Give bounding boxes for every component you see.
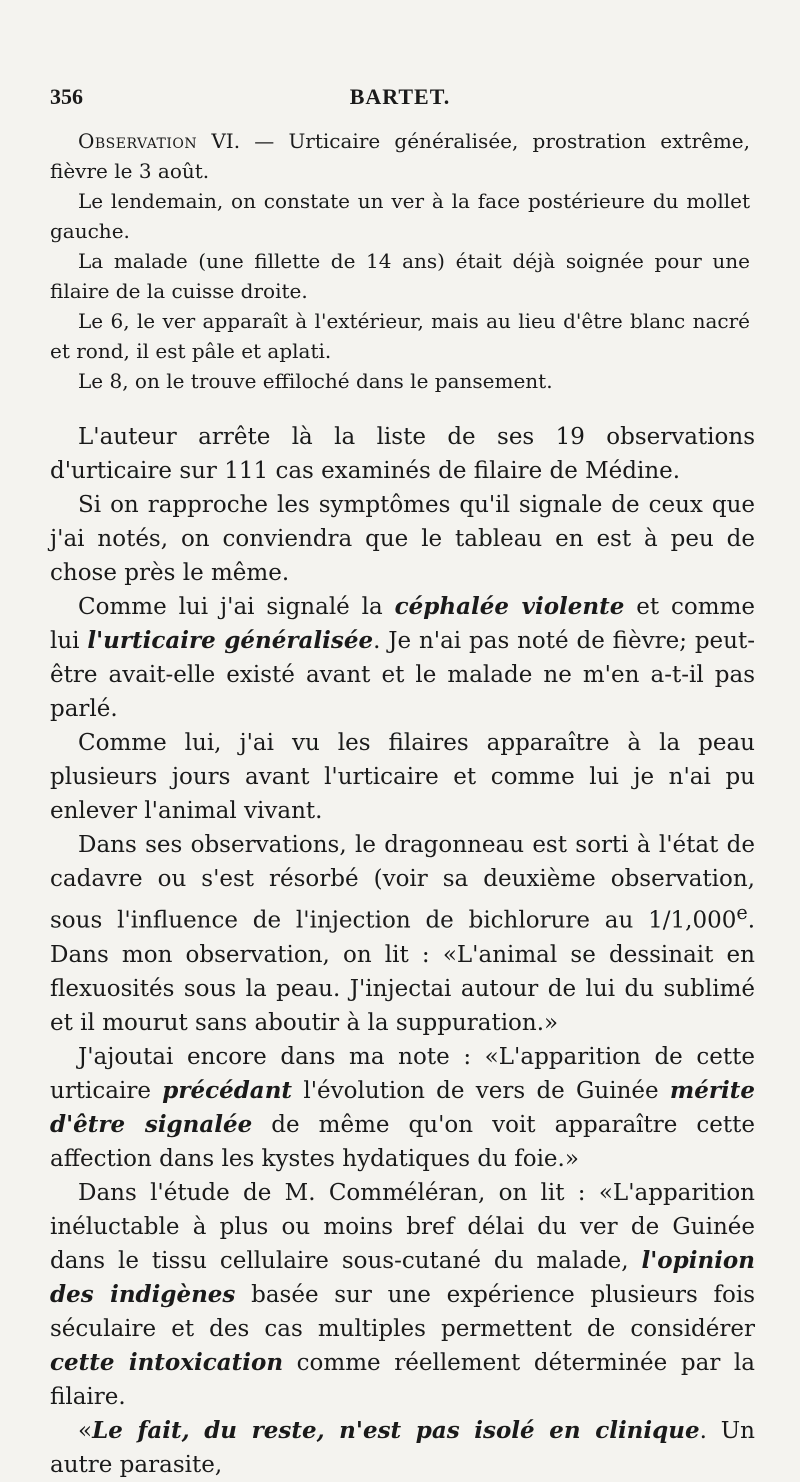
observation-paragraph: La malade (une fillette de 14 ans) était déjà soignée pour une filaire de la cuisse droite. (50, 249, 750, 303)
observation-number: VI. (211, 129, 241, 153)
body-paragraph: Si on rapproche les symptômes qu'il signale de ceux que j'ai notés, on conviendra que le tableau en est à peu de chose près le même. (50, 492, 755, 586)
observation-paragraph: Observation VI. — Urticaire généralisée, prostration extrême, fièvre le 3 août. (50, 129, 750, 183)
body-paragraph: «Le fait, du reste, n'est pas isolé en clinique. Un autre parasite, (50, 1416, 755, 1478)
observation-paragraph: Le lendemain, on constate un ver à la face postérieure du mollet gauche. (50, 189, 750, 243)
main-text (50, 420, 755, 1482)
observation-label: Observation (78, 129, 198, 153)
emphasis: cette intoxication (50, 1348, 284, 1376)
body-paragraph: L'auteur arrête là la liste de ses 19 observations d'urticaire sur 111 cas examinés de filaire de Médine. (50, 424, 755, 484)
running-title: BARTET. (349, 84, 451, 109)
emphasis: céphalée violente (394, 593, 625, 620)
running-head (50, 84, 750, 114)
emphasis: l'urticaire généralisée (87, 627, 374, 654)
page-number: 356 (50, 84, 83, 109)
body-paragraph: J'ajoutai encore dans ma note : «L'apparition de cette urticaire précédant l'évolution de vers de Guinée mérite d'être signalée de même qu'on voit apparaître cette affection dans les kystes hydatiques du foie.» (50, 1043, 756, 1172)
body-paragraph: Comme lui, j'ai vu les filaires apparaître à la peau plusieurs jours avant l'urticaire et comme lui je n'ai pu enlever l'animal vivant. (50, 730, 755, 824)
emphasis: Le fait, du reste, n'est pas isolé en clinique (92, 1416, 700, 1444)
body-paragraph: Dans ses observations, le dragonneau est sorti à l'état de cadavre ou s'est résorbé (voir sa deuxième observation, sous l'influence de l'injection de bichlorure au 1/1,000e. Dans mon observation, on lit : «L'animal se dessinait en flexuosités sous la peau. J'injectai autour de lui du sublimé et il mourut sans aboutir à la suppuration.» (50, 832, 755, 1036)
emphasis: précédant (162, 1076, 293, 1104)
observation-dash: — (254, 129, 275, 153)
observation-paragraph: Le 6, le ver apparaît à l'extérieur, mais au lieu d'être blanc nacré et rond, il est pâle et aplati. (50, 309, 750, 363)
observation-block (50, 126, 750, 396)
observation-paragraph: Le 8, on le trouve effiloché dans le pansement. (78, 369, 553, 393)
body-paragraph: Comme lui j'ai signalé la céphalée violente et comme lui l'urticaire généralisée. Je n'ai pas noté de fièvre; peut-être avait-elle existé avant et le malade ne m'en a-t-il pas parlé. (50, 593, 755, 722)
emphasis: l'opinion des indigènes (50, 1246, 755, 1308)
emphasis: mérite d'être signalée (50, 1076, 756, 1138)
body-paragraph: Dans l'étude de M. Comméléran, on lit : «L'apparition inéluctable à plus ou moins bref délai du ver de Guinée dans le tissu cellulaire sous-cutané du malade, l'opinion des indigènes basée sur une expérience plusieurs fois séculaire et des cas multiples permettent de considérer cette intoxication comme réellement déterminée par la filaire. (50, 1179, 755, 1410)
